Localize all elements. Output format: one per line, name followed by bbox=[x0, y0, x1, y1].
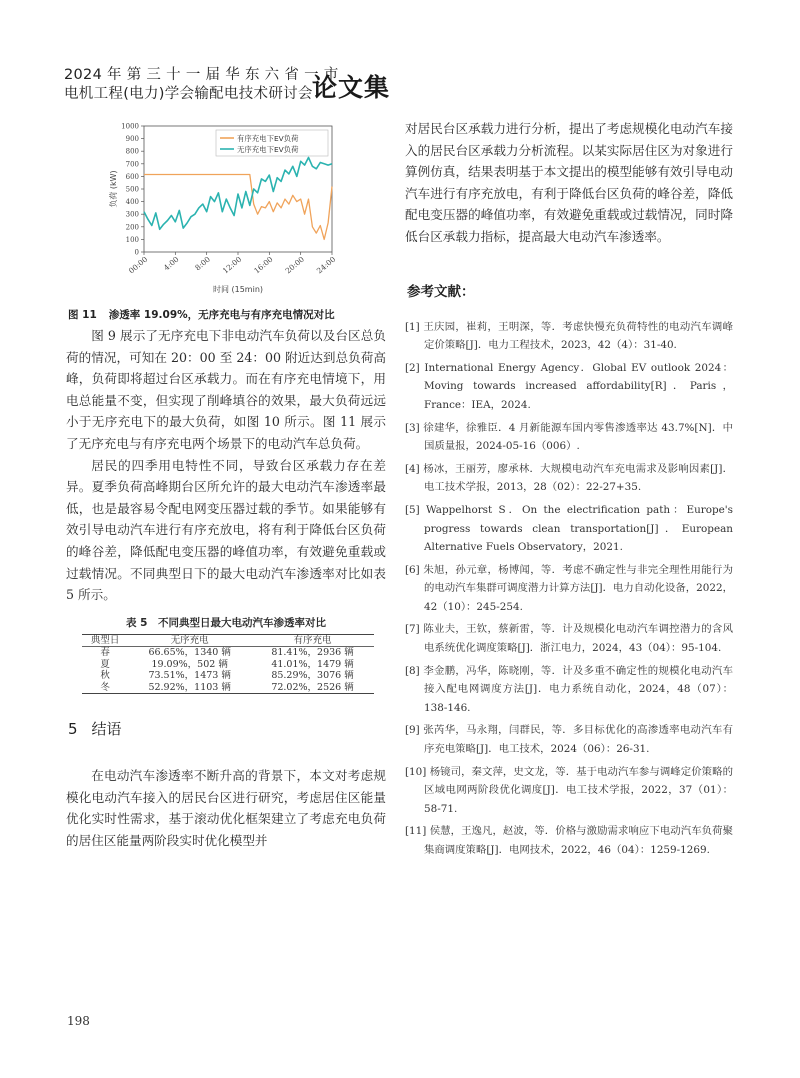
header-title: 论文集 bbox=[312, 73, 391, 102]
table-cell: 85.29%，3076 辆 bbox=[271, 670, 354, 682]
left-paragraph-2: 居民的四季用电特性不同，导致台区承载力存在差异。夏季负荷高峰期台区所允许的最大电动汽车渗透率最低，也是最容易令配电网变压器过载的季节。如果能够有效引导电动汽车进行有序充放电，将有利于降低台区负荷的峰谷差，降低配电变压器的峰值功率，有效避免重载或过载情况。不同典型日下的最大电动汽车渗透率对比如表 5 所示。 bbox=[66, 457, 386, 603]
table-header-cell: 无序充电 bbox=[170, 634, 209, 646]
x-tick-label: 00:00 bbox=[126, 254, 150, 276]
y-tick-label: 700 bbox=[125, 160, 139, 169]
y-tick-label: 100 bbox=[125, 235, 139, 244]
x-tick-label: 4:00 bbox=[161, 254, 181, 273]
left-column bbox=[66, 118, 386, 852]
reference-item: [7] 陈业夫，王钦，蔡新雷，等．计及规模化电动汽车调控潜力的含风电系统优化调度策略[J]．浙江电力，2024，43（04）：95-104. bbox=[405, 623, 733, 655]
y-tick-label: 300 bbox=[125, 210, 139, 219]
y-tick-label: 0 bbox=[134, 248, 139, 257]
section-number: 5 bbox=[68, 720, 78, 739]
y-tick-label: 200 bbox=[125, 223, 139, 232]
references-list bbox=[405, 318, 733, 860]
reference-item: [2] International Energy Agency．Global EV outlook 2024：Moving towards increased affordability[R]．Paris，France：IEA，2024. bbox=[405, 361, 733, 411]
reference-item: [1] 王庆园，崔莉，王明深，等．考虑快慢充负荷特性的电动汽车调峰定价策略[J]．电力工程技术，2023，42（4）：31-40. bbox=[405, 320, 733, 352]
y-tick-label: 1000 bbox=[121, 122, 139, 131]
section-5-heading bbox=[68, 718, 386, 739]
table-cell: 春 bbox=[100, 647, 110, 659]
figure-11-label: 图 11 bbox=[68, 309, 97, 321]
reference-item: [8] 李金鹏，冯华，陈晓刚，等．计及多重不确定性的规模化电动汽车接入配电网调度方法[J]．电力系统自动化，2024，48（07）：138-146. bbox=[405, 664, 733, 714]
series-line-0 bbox=[144, 175, 332, 240]
page-number: 198 bbox=[67, 1014, 90, 1028]
chart-svg bbox=[66, 118, 386, 303]
table-row bbox=[82, 670, 374, 682]
figure-11-caption-text: 渗透率 19.09%，无序充电与有序充电情况对比 bbox=[108, 309, 335, 321]
y-axis-label: 负荷 (kW) bbox=[109, 170, 118, 208]
table-row bbox=[82, 682, 374, 694]
right-paragraph: 对居民台区承载力进行分析，提出了考虑规模化电动汽车接入的居民台区承载力分析流程。以某实际居住区为对象进行算例仿真，结果表明基于本文提出的模型能够有效引导电动汽车进行有序充放电，有利于降低台区负荷的峰谷差，降低配电变压器的峰值功率，有效避免重载或过载情况，同时降低台区承载力指标，提高最大电动汽车渗透率。 bbox=[405, 121, 733, 244]
table-5 bbox=[82, 634, 374, 695]
table-5-caption: 表 5 不同典型日最大电动汽车渗透率对比 bbox=[126, 616, 326, 629]
figure-11-caption bbox=[68, 307, 386, 322]
right-column bbox=[405, 118, 733, 864]
table-cell: 19.09%，502 辆 bbox=[151, 658, 228, 670]
x-axis-label: 时间 (15min) bbox=[212, 285, 264, 294]
conclusion-paragraph: 在电动汽车渗透率不断升高的背景下，本文对考虑规模化电动汽车接入的居民台区进行研究，考虑居住区能量优化实时性需求，基于滚动优化框架建立了考虑充电负荷的居住区能量两阶段实时优化模型并 bbox=[66, 768, 386, 848]
table-cell: 81.41%，2936 辆 bbox=[271, 647, 354, 659]
legend-label: 无序充电下EV负荷 bbox=[237, 144, 299, 154]
y-tick-label: 800 bbox=[125, 147, 139, 156]
table-cell: 41.01%，1479 辆 bbox=[271, 658, 354, 670]
table-cell: 秋 bbox=[100, 670, 110, 682]
references-heading: 参考文献： bbox=[407, 283, 475, 300]
y-tick-label: 900 bbox=[125, 135, 139, 144]
x-tick-label: 12:00 bbox=[220, 254, 244, 276]
table-header-cell: 有序充电 bbox=[293, 634, 332, 646]
x-tick-label: 20:00 bbox=[283, 254, 306, 276]
table-cell: 冬 bbox=[100, 681, 110, 693]
series-line-1 bbox=[144, 158, 332, 230]
page-header bbox=[64, 66, 391, 106]
table-header-row bbox=[82, 634, 374, 647]
reference-item: [10] 杨镜司，秦文萍，史文龙，等．基于电动汽车参与调峰定价策略的区域电网两阶段优化调度[J]．电工技术学报，2022，37（01）：58-71. bbox=[405, 765, 733, 815]
table-row bbox=[82, 647, 374, 659]
x-tick-label: 16:00 bbox=[252, 254, 275, 276]
section-title: 结语 bbox=[91, 720, 122, 739]
figure-11-chart bbox=[66, 118, 386, 303]
reference-item: [6] 朱旭，孙元章，杨博闻，等．考虑不确定性与非完全理性用能行为的电动汽车集群可调度潜力计算方法[J]．电力自动化设备，2022，42（10）：245-254. bbox=[405, 563, 733, 613]
x-tick-label: 24:00 bbox=[314, 254, 338, 276]
table-cell: 66.65%，1340 辆 bbox=[148, 647, 231, 659]
reference-item: [4] 杨冰，王丽芳，廖承林．大规模电动汽车充电需求及影响因素[J]．电工技术学报，2013，28（02）：22-27+35. bbox=[405, 462, 733, 494]
table-cell: 72.02%，2526 辆 bbox=[271, 681, 354, 693]
x-tick-label: 8:00 bbox=[193, 254, 212, 273]
table-cell: 52.92%，1103 辆 bbox=[148, 681, 231, 693]
reference-item: [11] 侯慧，王逸凡，赵波，等．价格与激励需求响应下电动汽车负荷聚集商调度策略[J]．电网技术，2022，46（04）：1259-1269. bbox=[405, 825, 733, 856]
left-paragraph-1: 图 9 展示了无序充电下非电动汽车负荷以及台区总负荷的情况，可知在 20：00 至 24：00 附近达到总负荷高峰，负荷即将超过台区承载力。而在有序充电情境下，用电总能量不变，但实现了削峰填谷的效果，最大负荷远远小于无序充电下的最大负荷，如图 10 所示。图 11 展示了无序充电与有序充电两个场景下的电动汽车总负荷。 bbox=[66, 328, 386, 451]
header-line-1: 2024 年 第 三 十 一 届 华 东 六 省 一 市 bbox=[64, 67, 339, 83]
y-tick-label: 400 bbox=[125, 198, 139, 207]
table-header-cell: 典型日 bbox=[90, 634, 120, 646]
header-line-2: 电机工程(电力)学会输配电技术研讨会 bbox=[64, 86, 313, 102]
y-tick-label: 500 bbox=[125, 185, 139, 194]
table-row bbox=[82, 659, 374, 671]
table-cell: 73.51%，1473 辆 bbox=[148, 670, 231, 682]
legend-label: 有序充电下EV负荷 bbox=[237, 133, 299, 143]
y-tick-label: 600 bbox=[125, 172, 139, 181]
table-cell: 夏 bbox=[100, 658, 110, 670]
reference-item: [5] Wappelhorst S．On the electrification path：Europe's progress towards clean transportation[J]．European Alternative Fuels Observatory，2021. bbox=[405, 503, 733, 554]
reference-item: [9] 张芮华，马永翔，闫群民，等．多目标优化的高渗透率电动汽车有序充电策略[J]．电工技术，2024（06）：26-31. bbox=[405, 724, 733, 756]
reference-item: [3] 徐建华，徐雅臣．4 月新能源车国内零售渗透率达 43.7%[N]．中国质量报，2024-05-16（006）. bbox=[405, 421, 733, 453]
